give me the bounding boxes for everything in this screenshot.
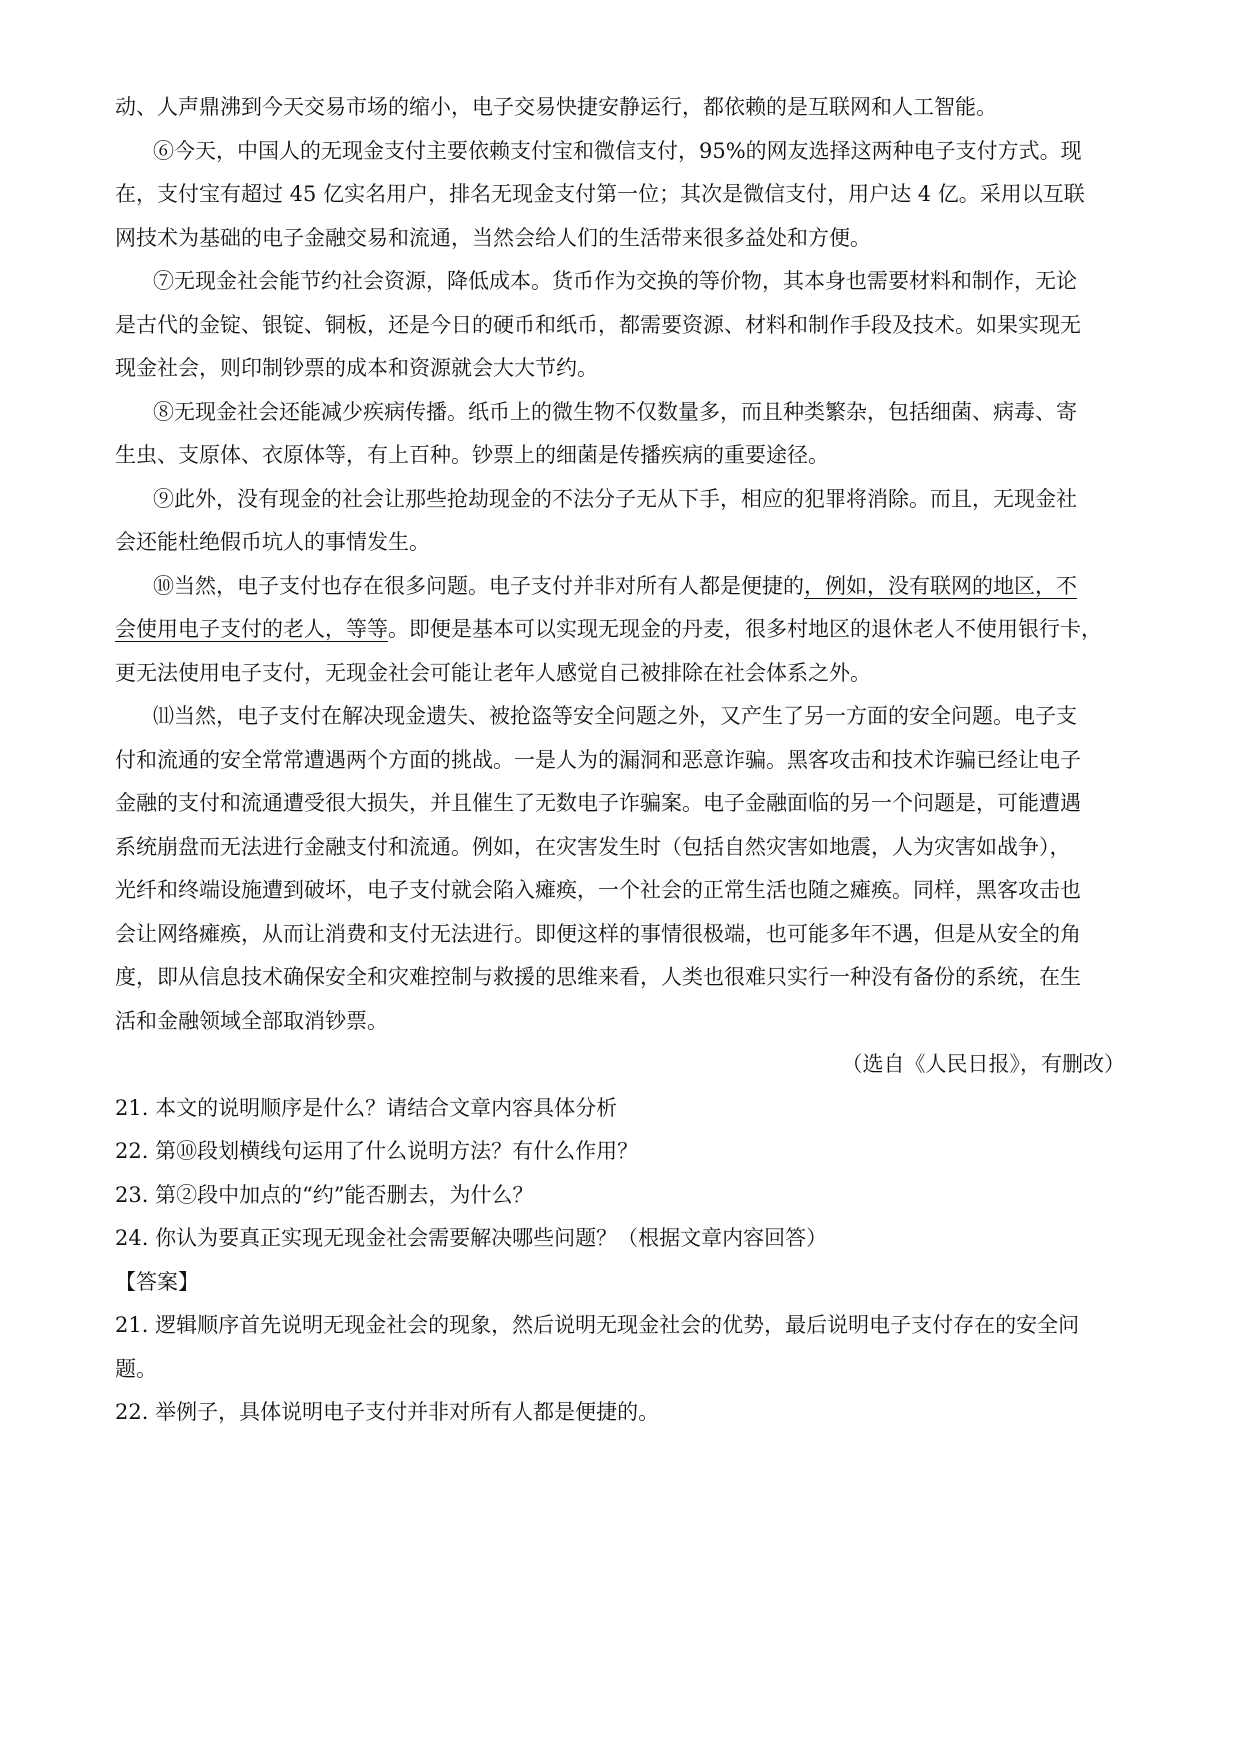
underlined-sentence: ，例如，没有联网的地区，不 — [804, 573, 1077, 598]
paragraph-11-line: 系统崩盘而无法进行金融支付和流通。例如，在灾害发生时（包括自然灾害如地震，人为灾害如战争）， — [115, 834, 1071, 859]
paragraph-11-line: 付和流通的安全常常遭遇两个方面的挑战。一是人为的漏洞和恶意诈骗。黑客攻击和技术诈骗已经让电子 — [115, 747, 1081, 772]
paragraph-11-line: 会让网络瘫痪，从而让消费和支付无法进行。即便这样的事情很极端，也可能多年不遇，但是从安全的角 — [115, 921, 1081, 946]
paragraph-10-line: 更无法使用电子支付，无现金社会可能让老年人感觉自己被排除在社会体系之外。 — [115, 660, 871, 685]
paragraph-8-line: ⑧无现金社会还能减少疾病传播。纸币上的微生物不仅数量多，而且种类繁杂，包括细菌、病毒、寄 — [153, 399, 1077, 424]
answer-heading: 【答案】 — [115, 1269, 199, 1294]
paragraph-9-line: 会还能杜绝假币坑人的事情发生。 — [115, 530, 430, 554]
question-22: 22. 第⑩段划横线句运用了什么说明方法？有什么作用？ — [115, 1139, 639, 1163]
paragraph-6-line: 在，支付宝有超过 45 亿实名用户，排名无现金支付第一位；其次是微信支付，用户达 4 亿。采用以互联 — [115, 182, 1085, 206]
paragraph-11-line: ⑾当然，电子支付在解决现金遗失、被抢盗等安全问题之外，又产生了另一方面的安全问题。电子支 — [153, 704, 1077, 728]
paragraph-10-text: ⑩当然，电子支付也存在很多问题。电子支付并非对所有人都是便捷的 — [153, 573, 804, 598]
paragraph-5-line: 动、人声鼎沸到今天交易市场的缩小，电子交易快捷安静运行，都依赖的是互联网和人工智能。 — [115, 95, 997, 119]
paragraph-7-line: 现金社会，则印制钞票的成本和资源就会大大节约。 — [115, 356, 598, 380]
paragraph-6-line: 网技术为基础的电子金融交易和流通，当然会给人们的生活带来很多益处和方便。 — [115, 225, 871, 250]
paragraph-11-line: 金融的支付和流通遭受很大损失，并且催生了无数电子诈骗案。电子金融面临的另一个问题是，可能遭遇 — [115, 791, 1081, 815]
paragraph-9-line: ⑨此外，没有现金的社会让那些抢劫现金的不法分子无从下手，相应的犯罪将消除。而且，无现金社 — [153, 486, 1077, 511]
paragraph-10-line — [115, 608, 1125, 652]
source-citation: （选自《人民日报》，有删改） — [841, 1052, 1125, 1076]
paragraph-10-line — [115, 565, 1125, 609]
answer-21-continued: 题。 — [115, 1356, 157, 1381]
paragraph-11-line: 度，即从信息技术确保安全和灾难控制与救援的思维来看，人类也很难只实行一种没有备份的系统，在生 — [115, 965, 1081, 989]
paragraph-10-text: 。即便是基本可以实现无现金的丹麦，很多村地区的退休老人不使用银行卡， — [388, 617, 1102, 641]
document-page — [115, 86, 1125, 1435]
paragraph-11-line: 活和金融领域全部取消钞票。 — [115, 1008, 388, 1033]
paragraph-11-line: 光纤和终端设施遭到破坏，电子支付就会陷入瘫痪，一个社会的正常生活也随之瘫痪。同样，黑客攻击也 — [115, 878, 1081, 902]
paragraph-6-line: ⑥今天，中国人的无现金支付主要依赖支付宝和微信支付，95%的网友选择这两种电子支付方式。现 — [153, 138, 1082, 163]
question-21: 21. 本文的说明顺序是什么？请结合文章内容具体分析 — [115, 1095, 618, 1120]
question-24: 24. 你认为要真正实现无现金社会需要解决哪些问题？（根据文章内容回答） — [115, 1226, 828, 1250]
underlined-sentence: 会使用电子支付的老人，等等 — [115, 617, 388, 641]
paragraph-7-line: ⑦无现金社会能节约社会资源，降低成本。货币作为交换的等价物，其本身也需要材料和制作，无论 — [153, 269, 1077, 293]
answer-22: 22. 举例子，具体说明电子支付并非对所有人都是便捷的。 — [115, 1400, 660, 1424]
question-23: 23. 第②段中加点的“约”能否删去，为什么？ — [115, 1182, 534, 1207]
paragraph-7-line: 是古代的金锭、银锭、铜板，还是今日的硬币和纸币，都需要资源、材料和制作手段及技术。如果实现无 — [115, 312, 1081, 337]
paragraph-8-line: 生虫、支原体、衣原体等，有上百种。钞票上的细菌是传播疾病的重要途径。 — [115, 443, 829, 467]
answer-21: 21. 逻辑顺序首先说明无现金社会的现象，然后说明无现金社会的优势，最后说明电子支付存在的安全问 — [115, 1313, 1080, 1337]
